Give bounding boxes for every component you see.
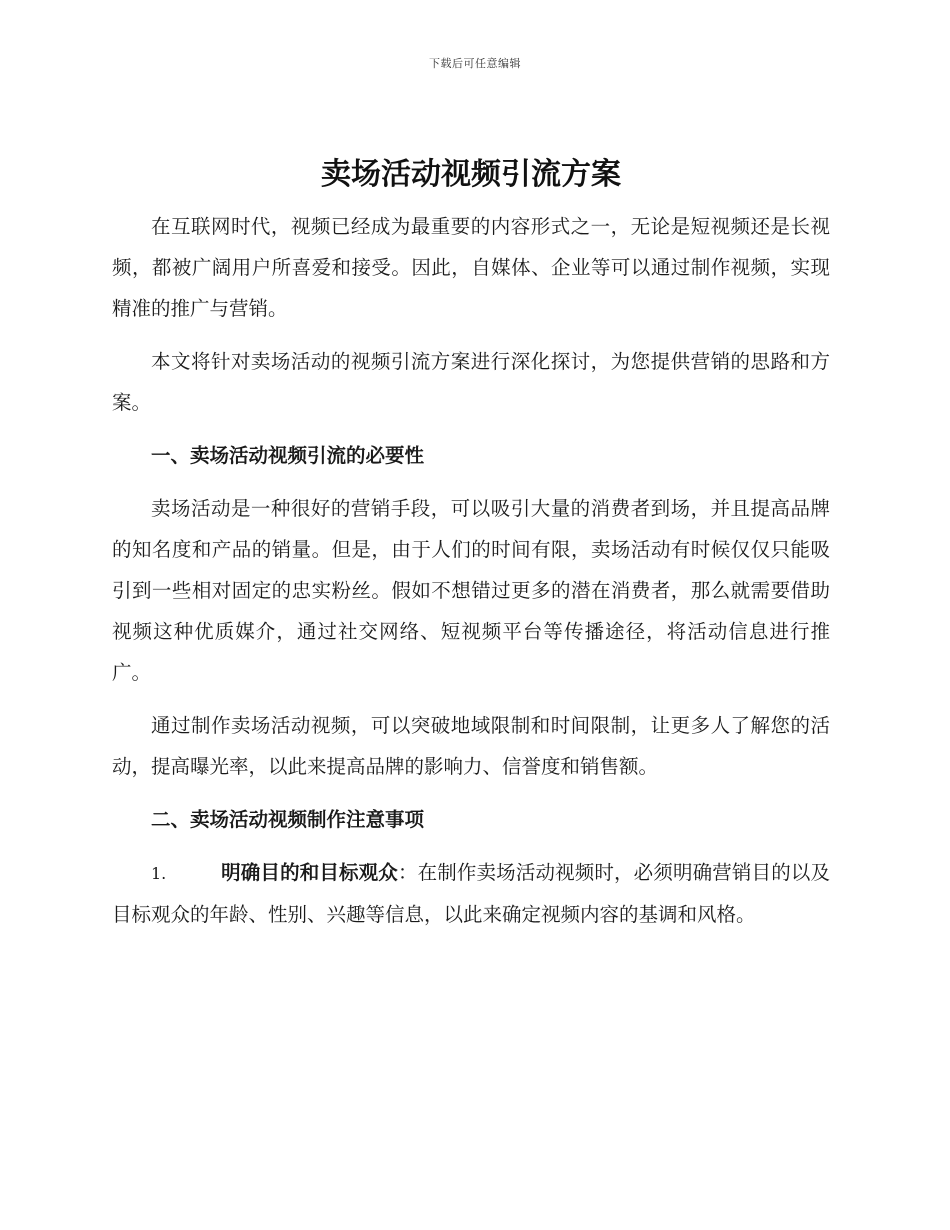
- section-1-paragraph-2: 通过制作卖场活动视频，可以突破地域限制和时间限制，让更多人了解您的活动，提高曝光率，以此来提高品牌的影响力、信誉度和销售额。: [112, 714, 830, 778]
- list-item: [112, 852, 830, 935]
- section-2-heading: 二、卖场活动视频制作注意事项: [151, 808, 425, 831]
- section-1-paragraph-1: 卖场活动是一种很好的营销手段，可以吸引大量的消费者到场，并且提高品牌的知名度和产品的销量。但是，由于人们的时间有限，卖场活动有时候仅仅只能吸引到一些相对固定的忠实粉丝。假如不想错过更多的潜在消费者，那么就需要借助视频这种优质媒介，通过社交网络、短视频平台等传播途径，将活动信息进行推广。: [112, 497, 830, 684]
- list-item-number: 1.: [151, 864, 167, 883]
- header-note: 下载后可任意编辑: [429, 57, 521, 70]
- section-1-heading: 一、卖场活动视频引流的必要性: [151, 444, 425, 467]
- intro-paragraph-1: 在互联网时代，视频已经成为最重要的内容形式之一，无论是短视频还是长视频，都被广阔用户所喜爱和接受。因此，自媒体、企业等可以通过制作视频，实现精准的推广与营销。: [112, 215, 830, 320]
- document-title: 卖场活动视频引流方案: [321, 157, 621, 192]
- intro-paragraph-2: 本文将针对卖场活动的视频引流方案进行深化探讨，为您提供营销的思路和方案。: [112, 350, 830, 414]
- list-item-bold-label: 明确目的和目标观众: [221, 861, 398, 884]
- document-body: [112, 148, 830, 947]
- list-item-text: ：在制作卖场活动视频时，必须明确营销目的以及目标观众的年龄、性别、兴趣等信息，以此来确定视频内容的基调和风格。: [112, 861, 830, 926]
